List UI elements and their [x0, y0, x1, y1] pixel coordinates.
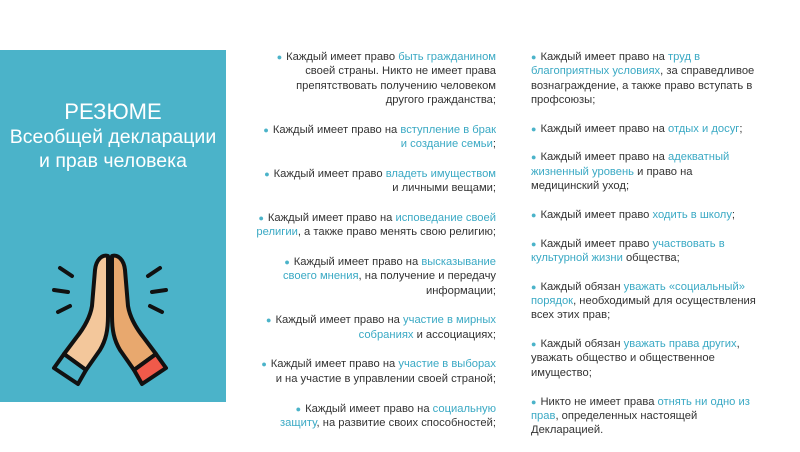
highlighted-text: быть гражданином: [398, 51, 496, 63]
bullet-icon: ●: [531, 123, 537, 134]
highlighted-text: уважать «социальный» порядок: [531, 280, 745, 308]
highlighted-text: отнять ни одно из прав: [531, 395, 750, 422]
item-text: Каждый имеет право на: [305, 402, 433, 415]
highlighted-text: участвовать в культурной жизни: [531, 237, 725, 264]
list-item: [531, 280, 757, 323]
list-item: [531, 395, 757, 438]
bullet-icon: ●: [531, 52, 537, 62]
item-text: и на участие в управлении своей страной;: [275, 372, 496, 385]
item-text: , уважать общество и общественное имущество;: [531, 338, 740, 379]
highlighted-text: уважать права других: [623, 338, 737, 351]
highlighted-text: высказывание своего мнения: [282, 255, 496, 283]
list-item: [256, 402, 496, 431]
bullet-icon: ●: [264, 168, 270, 179]
item-text: Каждый имеет право на: [267, 211, 396, 224]
item-text: Каждый имеет право на: [275, 314, 404, 327]
list-item: [531, 208, 757, 222]
item-text: Каждый имеет право на: [540, 151, 668, 164]
item-text: ;: [731, 208, 736, 221]
bullet-icon: ●: [263, 124, 269, 135]
item-text: , за справедливое вознаграждение, а также право вступать в профсоюзы;: [531, 65, 755, 106]
highlighted-text: участие в выборах: [398, 358, 496, 371]
item-text: общества;: [622, 251, 680, 264]
item-text: , определенных настоящей Декларацией.: [531, 409, 698, 437]
bullet-icon: ●: [261, 359, 267, 370]
bullet-icon: ●: [531, 209, 537, 220]
list-item: [531, 122, 757, 136]
title-line-2: Всеобщей декларации: [9, 126, 217, 148]
list-item: [256, 357, 496, 386]
item-text: и личными вещами;: [392, 182, 496, 195]
list-item: [256, 123, 496, 152]
title-line-3: и прав человека: [39, 150, 187, 172]
item-text: , а также право менять свою религию;: [297, 226, 496, 239]
highlighted-text: владеть имуществом: [385, 167, 496, 180]
item-text: Каждый имеет право на: [272, 123, 401, 136]
rights-list-right: [531, 50, 757, 452]
list-item: [531, 237, 757, 266]
item-text: Каждый имеет право: [540, 237, 653, 250]
bullet-icon: ●: [266, 315, 272, 326]
item-text: Каждый имеет право: [273, 167, 386, 180]
rights-list-left: [256, 50, 496, 446]
list-item: [531, 50, 757, 107]
highlighted-text: социальную защиту: [280, 402, 496, 429]
bullet-icon: ●: [531, 339, 537, 350]
bullet-icon: ●: [295, 403, 302, 414]
bullet-icon: ●: [531, 238, 537, 249]
highlighted-text: участие в мирных собраниях: [358, 314, 496, 341]
item-text: Каждый имеет право на: [270, 358, 399, 371]
item-text: Каждый имеет право: [286, 51, 399, 63]
item-text: , необходимый для осуществления всех этих прав;: [531, 295, 756, 322]
bullet-icon: ●: [284, 256, 290, 267]
item-text: Никто не имеет права: [540, 395, 658, 408]
list-item: [256, 50, 496, 107]
item-text: Каждый имеет право: [540, 208, 653, 221]
item-text: ;: [739, 122, 743, 135]
highlighted-text: ходить в школу: [652, 208, 732, 221]
bullet-icon: ●: [276, 52, 283, 62]
bullet-icon: ●: [531, 396, 537, 407]
item-text: Каждый имеет право на: [540, 122, 668, 135]
highlighted-text: отдых и досуг: [668, 122, 740, 135]
title-line-1: РЕЗЮМЕ: [64, 99, 162, 124]
title-panel: [0, 50, 226, 402]
highlighted-text: адекватный жизненный уровень: [531, 151, 730, 178]
item-text: Каждый имеет право на: [293, 255, 422, 268]
list-item: [531, 337, 757, 380]
list-item: [256, 313, 496, 342]
bullet-icon: ●: [258, 212, 264, 223]
item-text: Каждый обязан: [540, 338, 624, 351]
item-text: ;: [492, 137, 496, 150]
item-text: , на получение и передачу информации;: [358, 270, 496, 297]
item-text: Каждый обязан: [540, 280, 624, 293]
highlighted-text: вступление в брак и создание семьи: [400, 123, 496, 150]
highlighted-text: труд в благоприятных условиях: [531, 51, 701, 78]
list-item: [256, 255, 496, 298]
highlighted-text: исповедание своей религии: [256, 211, 496, 239]
list-item: [256, 211, 496, 240]
item-text: своей страны. Никто не имеет права препятствовать получению человеком другого гражданства;: [296, 65, 496, 106]
item-text: , на развитие своих способностей;: [316, 416, 496, 429]
item-text: и право на медицинский уход;: [531, 165, 693, 193]
slide-title: [0, 98, 226, 173]
list-item: [531, 150, 757, 193]
item-text: Каждый имеет право на: [540, 51, 668, 63]
bullet-icon: ●: [531, 281, 537, 292]
bullet-icon: ●: [531, 152, 537, 163]
praying-hands-icon: [50, 246, 170, 396]
list-item: [256, 167, 496, 196]
item-text: и ассоциациях;: [413, 328, 496, 341]
